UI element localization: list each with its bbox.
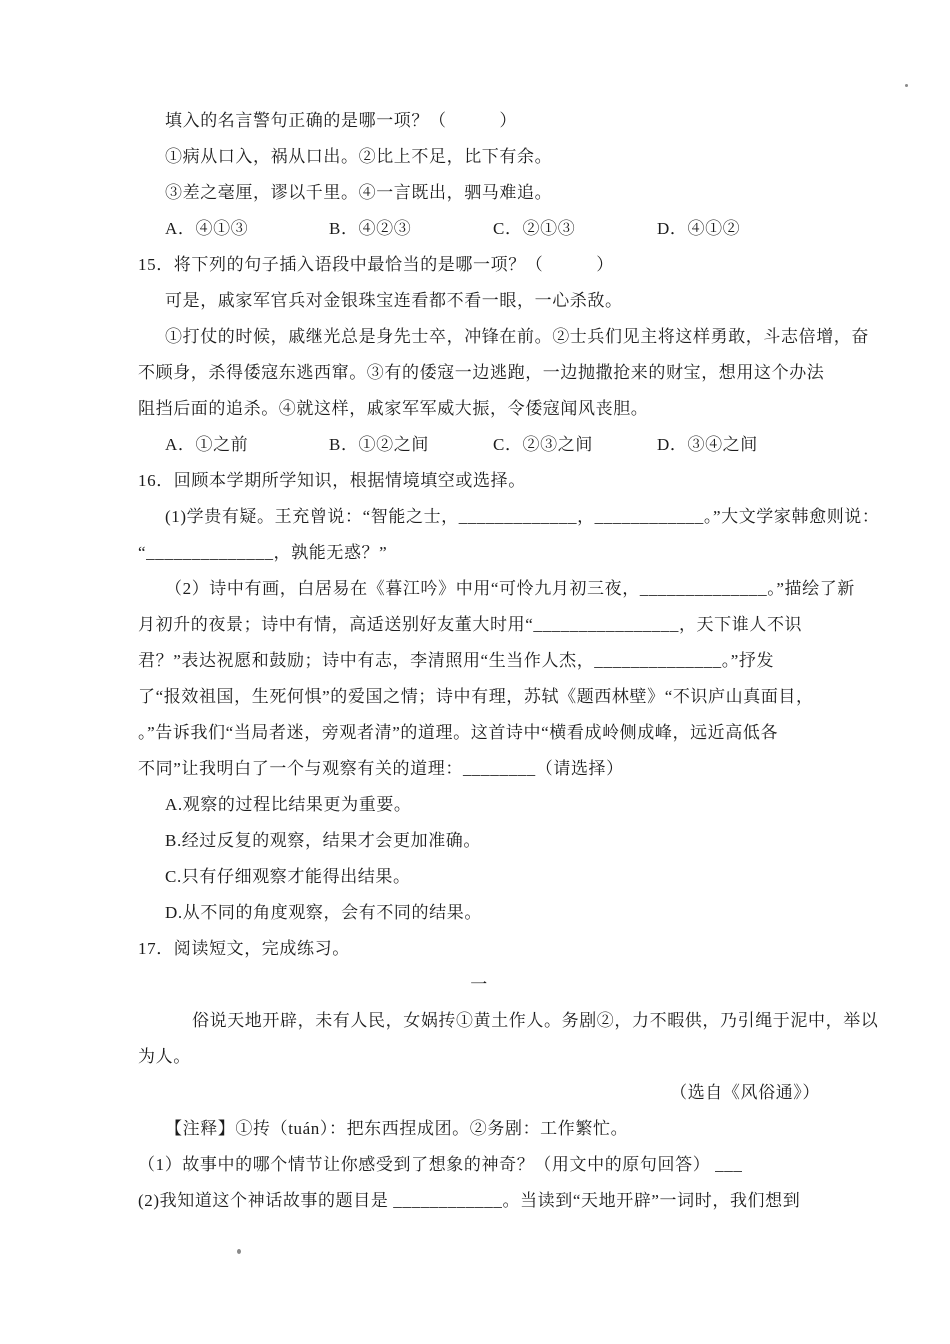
choice-option: A．④①③ <box>165 219 249 238</box>
choice-option: D．④①② <box>657 219 741 238</box>
choice-options-row <box>138 427 820 463</box>
document-line: B.经过反复的观察，结果才会更加准确。 <box>165 831 481 850</box>
document-line: （1）故事中的哪个情节让你感受到了想象的神奇？（用文中的原句回答） ___ <box>138 1155 743 1174</box>
choice-option: B．④②③ <box>329 219 412 238</box>
document-line: （选自《风俗通》） <box>670 1083 820 1102</box>
document-line: ①打仗的时候，戚继光总是身先士卒，冲锋在前。②士兵们见主将这样勇敢，斗志倍增，奋 <box>165 327 869 346</box>
document-line: 填入的名言警句正确的是哪一项？（ ） <box>165 111 517 130</box>
document-line: 15．将下列的句子插入语段中最恰当的是哪一项？（ ） <box>138 255 614 274</box>
document-line: (1)学贵有疑。王充曾说：“智能之士，_____________，____________。”大文学家韩愈则说： <box>165 507 880 526</box>
document-line: 俗说天地开辟，未有人民，女娲抟①黄土作人。务剧②，力不暇供，乃引绳于泥中，举以 <box>192 1011 879 1030</box>
document-line: 君？”表达祝愿和鼓励；诗中有志，李清照用“生当作人杰，______________。”抒发 <box>138 651 775 670</box>
scan-artifact <box>237 1249 241 1254</box>
document-line: 为人。 <box>138 1047 191 1066</box>
document-line: 了“报效祖国，生死何惧”的爱国之情；诗中有理，苏轼《题西林壁》“不识庐山真面目， <box>138 687 814 706</box>
document-line: （2）诗中有画，白居易在《暮江吟》中用“可怜九月初三夜，______________。”描绘了新 <box>165 579 855 598</box>
choice-option: A．①之前 <box>165 435 249 454</box>
document-line: D.从不同的角度观察，会有不同的结果。 <box>165 903 482 922</box>
choice-option: D．③④之间 <box>657 435 758 454</box>
document-line: 阻挡后面的追杀。④就这样，戚家军军威大振，令倭寇闻风丧胆。 <box>138 399 649 418</box>
document-line: 17．阅读短文，完成练习。 <box>138 939 350 958</box>
choice-options-row <box>138 211 820 247</box>
document-line: A.观察的过程比结果更为重要。 <box>165 795 412 814</box>
exam-content <box>138 103 880 1219</box>
document-line: 一 <box>470 975 488 994</box>
document-line: 不同”让我明白了一个与观察有关的道理：________（请选择） <box>138 759 624 778</box>
document-line: 16．回顾本学期所学知识，根据情境填空或选择。 <box>138 471 526 490</box>
scan-artifact <box>905 84 908 87</box>
document-line: 。”告诉我们“当局者迷，旁观者清”的道理。这首诗中“横看成岭侧成峰，远近高低各 <box>138 723 779 742</box>
document-line: 不顾身，杀得倭寇东逃西窜。③有的倭寇一边逃跑，一边抛撒抢来的财宝，想用这个办法 <box>138 363 825 382</box>
choice-option: C．②③之间 <box>493 435 593 454</box>
document-line: “______________，孰能无惑？” <box>138 543 388 562</box>
document-line: C.只有仔细观察才能得出结果。 <box>165 867 411 886</box>
document-line: 可是，戚家军官兵对金银珠宝连看都不看一眼，一心杀敌。 <box>165 291 623 310</box>
document-line: 月初升的夜景；诗中有情，高适送别好友董大时用“________________，天下谁人不识 <box>138 615 803 634</box>
choice-option: B．①②之间 <box>329 435 429 454</box>
document-line: 【注释】①抟（tuán）：把东西捏成团。②务剧：工作繁忙。 <box>165 1119 629 1138</box>
document-line: ①病从口入，祸从口出。②比上不足，比下有余。 <box>165 147 553 166</box>
document-line: (2)我知道这个神话故事的题目是 ____________。当读到“天地开辟”一词时，我们想到 <box>138 1191 801 1210</box>
document-line: ③差之毫厘，谬以千里。④一言既出，驷马难追。 <box>165 183 553 202</box>
choice-option: C．②①③ <box>493 219 576 238</box>
